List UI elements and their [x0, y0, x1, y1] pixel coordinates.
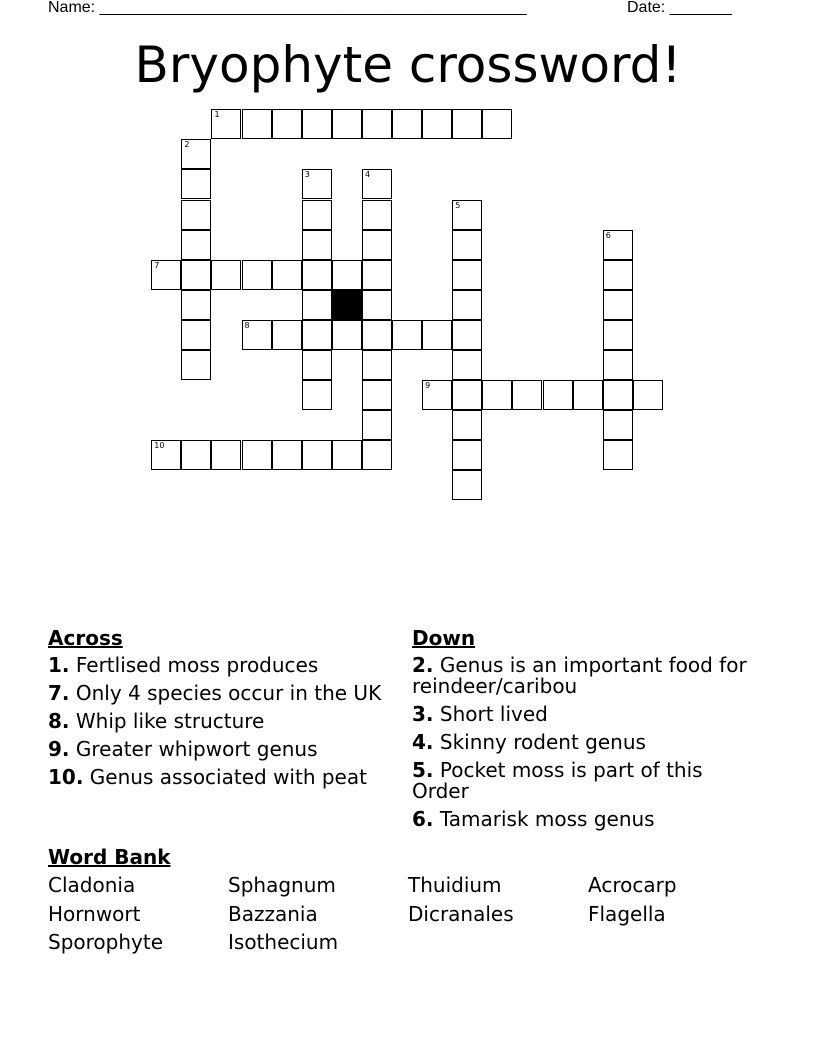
grid-cell[interactable] — [211, 109, 241, 139]
clue-number: 3 — [304, 170, 310, 180]
grid-cell[interactable] — [181, 350, 211, 380]
grid-cell[interactable] — [362, 440, 392, 470]
grid-cell[interactable] — [181, 320, 211, 350]
grid-cell[interactable] — [482, 380, 512, 410]
grid-cell[interactable] — [603, 230, 633, 260]
clue-number: 3. — [412, 702, 434, 726]
grid-cell[interactable] — [242, 260, 272, 290]
clue-number: 9. — [48, 737, 70, 761]
grid-black-cell — [332, 290, 362, 320]
grid-cell[interactable] — [302, 290, 332, 320]
grid-cell[interactable] — [151, 260, 181, 290]
clue-number: 8 — [244, 320, 250, 330]
clue-number: 7. — [48, 681, 70, 705]
grid-cell[interactable] — [422, 320, 452, 350]
word-bank-item: Bazzania — [228, 901, 318, 926]
name-field-label: Name: ________________________________________________ — [48, 0, 527, 16]
grid-cell[interactable] — [302, 320, 332, 350]
grid-cell[interactable] — [242, 440, 272, 470]
grid-cell[interactable] — [272, 109, 302, 139]
grid-cell[interactable] — [392, 109, 422, 139]
word-bank-item: Hornwort — [48, 901, 141, 926]
clue-number: 2. — [412, 653, 434, 677]
word-bank-item: Cladonia — [48, 873, 136, 897]
word-bank-item: Sphagnum — [228, 873, 336, 897]
word-bank-heading: Word Bank — [48, 845, 171, 869]
down-clue — [412, 655, 762, 697]
across-clue — [48, 655, 393, 676]
grid-cell[interactable] — [452, 470, 482, 500]
clue-text: Greater whipwort genus — [69, 737, 318, 761]
grid-cell[interactable] — [362, 410, 392, 440]
clue-number: 9 — [425, 381, 431, 391]
grid-cell[interactable] — [452, 290, 482, 320]
clue-number: 10. — [48, 765, 84, 789]
grid-cell[interactable] — [151, 440, 181, 470]
down-clue — [412, 704, 762, 725]
grid-cell[interactable] — [603, 350, 633, 380]
grid-cell[interactable] — [362, 380, 392, 410]
down-clues — [412, 628, 762, 837]
grid-cell[interactable] — [603, 440, 633, 470]
grid-cell[interactable] — [362, 260, 392, 290]
down-heading: Down — [412, 626, 476, 650]
grid-cell[interactable] — [181, 139, 211, 169]
grid-cell[interactable] — [633, 380, 663, 410]
grid-cell[interactable] — [181, 440, 211, 470]
clue-number: 1. — [48, 653, 70, 677]
grid-cell[interactable] — [302, 380, 332, 410]
grid-cell[interactable] — [452, 200, 482, 230]
grid-cell[interactable] — [302, 200, 332, 230]
clue-number: 6. — [412, 807, 434, 831]
clue-number: 10 — [154, 441, 165, 451]
grid-cell[interactable] — [332, 260, 362, 290]
across-clue — [48, 767, 393, 788]
grid-cell[interactable] — [362, 109, 392, 139]
grid-cell[interactable] — [603, 260, 633, 290]
word-bank-item: Sporophyte — [48, 930, 163, 954]
clue-text: Skinny rodent genus — [433, 730, 646, 754]
grid-cell[interactable] — [452, 109, 482, 139]
clue-number: 2 — [184, 140, 190, 150]
across-heading: Across — [48, 626, 123, 650]
clue-text: Pocket moss is part of this Order — [412, 758, 703, 803]
grid-cell[interactable] — [362, 320, 392, 350]
grid-cell[interactable] — [332, 109, 362, 139]
grid-cell[interactable] — [603, 290, 633, 320]
date-field-label: Date: _______ — [627, 0, 732, 16]
grid-cell[interactable] — [272, 320, 302, 350]
word-bank-item: Acrocarp — [588, 873, 677, 897]
grid-cell[interactable] — [452, 260, 482, 290]
across-clue — [48, 711, 393, 732]
grid-cell[interactable] — [181, 200, 211, 230]
grid-cell[interactable] — [603, 380, 633, 410]
down-clue — [412, 760, 762, 802]
page-title: Bryophyte crossword! — [134, 36, 682, 94]
down-clue — [412, 732, 762, 753]
grid-cell[interactable] — [362, 290, 392, 320]
grid-cell[interactable] — [362, 200, 392, 230]
clue-text: Fertlised moss produces — [69, 653, 319, 677]
grid-cell[interactable] — [452, 410, 482, 440]
grid-cell[interactable] — [302, 230, 332, 260]
grid-cell[interactable] — [242, 109, 272, 139]
header — [48, 0, 748, 20]
clue-text: Genus is an important food for reindeer/caribou — [412, 653, 747, 698]
grid-cell[interactable] — [422, 380, 452, 410]
clue-number: 7 — [154, 260, 160, 270]
grid-cell[interactable] — [422, 109, 452, 139]
grid-cell[interactable] — [603, 320, 633, 350]
word-bank-item: Isothecium — [228, 930, 339, 954]
grid-cell[interactable] — [211, 440, 241, 470]
grid-cell[interactable] — [512, 380, 542, 410]
clue-text: Only 4 species occur in the UK — [69, 681, 382, 705]
grid-cell[interactable] — [302, 440, 332, 470]
clue-number: 8. — [48, 709, 70, 733]
clue-text: Short lived — [433, 702, 548, 726]
grid-cell[interactable] — [603, 410, 633, 440]
clue-number: 1 — [214, 110, 220, 120]
grid-cell[interactable] — [242, 320, 272, 350]
grid-cell[interactable] — [362, 350, 392, 380]
grid-cell[interactable] — [482, 109, 512, 139]
grid-cell[interactable] — [302, 260, 332, 290]
grid-cell[interactable] — [362, 230, 392, 260]
across-clue — [48, 739, 393, 760]
grid-cell[interactable] — [181, 169, 211, 199]
grid-cell[interactable] — [452, 230, 482, 260]
grid-cell[interactable] — [181, 290, 211, 320]
grid-cell[interactable] — [302, 169, 332, 199]
across-clue — [48, 683, 393, 704]
clue-number: 6 — [605, 230, 611, 240]
grid-cell[interactable] — [452, 320, 482, 350]
grid-cell[interactable] — [181, 230, 211, 260]
word-bank-item: Dicranales — [408, 901, 514, 926]
grid-cell[interactable] — [573, 380, 603, 410]
grid-cell[interactable] — [332, 440, 362, 470]
grid-cell[interactable] — [272, 440, 302, 470]
grid-cell[interactable] — [452, 350, 482, 380]
grid-cell[interactable] — [211, 260, 241, 290]
grid-cell[interactable] — [392, 320, 422, 350]
word-bank-item: Flagella — [588, 901, 666, 926]
down-clue — [412, 809, 762, 830]
grid-cell[interactable] — [272, 260, 302, 290]
grid-cell[interactable] — [332, 320, 362, 350]
clue-text: Whip like structure — [69, 709, 265, 733]
grid-cell[interactable] — [452, 380, 482, 410]
clue-number: 4. — [412, 730, 434, 754]
clue-number: 5. — [412, 758, 434, 782]
clue-number: 4 — [364, 170, 371, 180]
clue-number: 5 — [455, 200, 461, 210]
grid-cell[interactable] — [302, 109, 332, 139]
word-bank-item: Thuidium — [408, 873, 502, 897]
grid-cell[interactable] — [543, 380, 573, 410]
clue-text: Genus associated with peat — [83, 765, 367, 789]
grid-cell[interactable] — [181, 260, 211, 290]
clue-text: Tamarisk moss genus — [433, 807, 655, 831]
grid-cell[interactable] — [302, 350, 332, 380]
grid-cell[interactable] — [362, 169, 392, 199]
across-clues — [48, 628, 393, 795]
grid-cell[interactable] — [452, 440, 482, 470]
